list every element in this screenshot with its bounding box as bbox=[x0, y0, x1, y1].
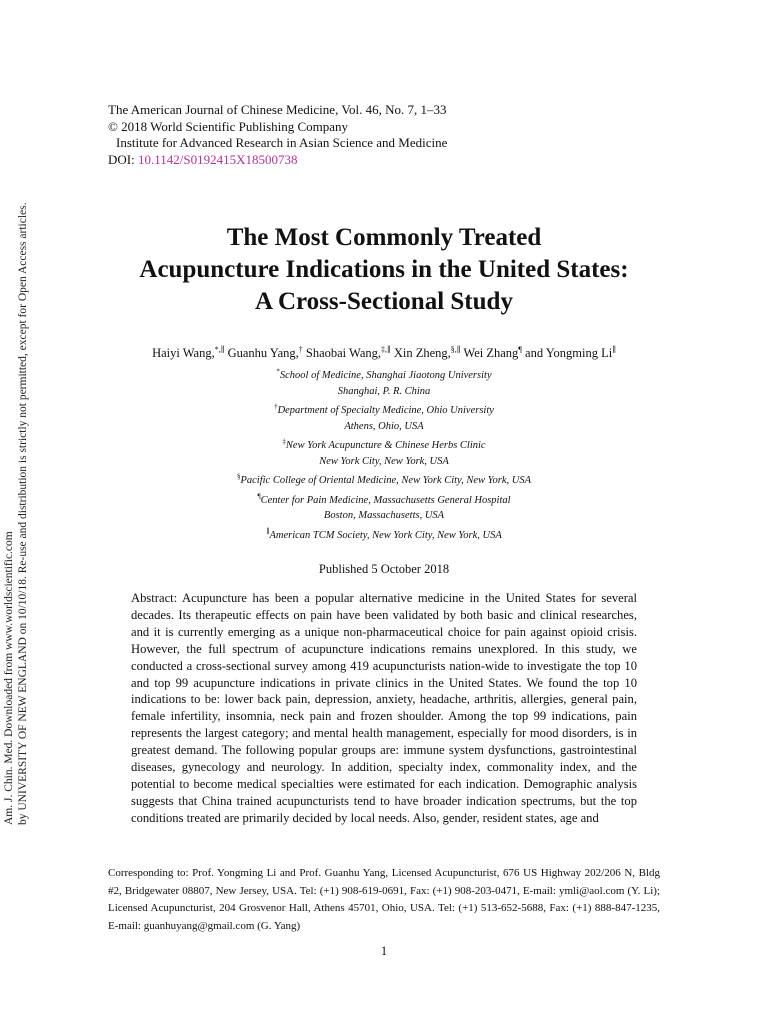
title-line-2: Acupuncture Indications in the United States: bbox=[139, 256, 629, 283]
affiliation: §Pacific College of Oriental Medicine, New York City, New York, USA bbox=[236, 472, 532, 486]
title-line-1: The Most Commonly Treated bbox=[226, 224, 542, 251]
affiliations bbox=[100, 368, 668, 547]
journal-copyright: © 2018 World Scientific Publishing Company bbox=[108, 118, 349, 134]
affiliation: ∥American TCM Society, New York City, New York, USA bbox=[266, 527, 502, 541]
doi-link[interactable]: 10.1142/S0192415X18500738 bbox=[137, 151, 298, 167]
paper-title bbox=[90, 222, 678, 318]
correspondence-note: Corresponding to: Prof. Yongming Li and Prof. Guanhu Yang, Licensed Acupuncturist, 676 US Highway 202/206 N, Bldg #2, Bridgewater 08807, New Jersey, USA. Tel: (+1) 908-619-0691, Fax: (+1) 908-203-0471, E-mail: ymli@aol.com (Y. Li); Licensed Acupuncturist, 204 Grosvenor Hall, Athens 45701, Ohio, USA. Tel: (+1) 513-652-5688, Fax: (+1) 888-847-1235, E-mail: guanhuyang@gmail.com (G. Yang) bbox=[108, 867, 660, 932]
affiliation: ¶Center for Pain Medicine, Massachusetts General Hospital Boston, Massachusetts, USA bbox=[257, 492, 511, 521]
author: Guanhu Yang,† bbox=[227, 344, 303, 360]
doi-label: DOI: bbox=[108, 151, 135, 167]
journal-header bbox=[108, 102, 447, 168]
affiliation: ‡New York Acupuncture & Chinese Herbs Clinic New York City, New York, USA bbox=[282, 437, 486, 467]
author: Shaobai Wang,‡,∥ bbox=[305, 344, 391, 360]
abstract: Abstract: Acupuncture has been a popular alternative medicine in the United States for several decades. Its therapeutic effects on pain have been validated by both basic and clinical researches, and it is currently emerging as a unique non-pharmaceutical choice for pain against opioid crisis. However, the full spectrum of acupuncture indications remains unexplored. In this study, we conducted a cross-sectional survey among 419 acupuncturists nation-wide to investigate the top 10 and top 99 acupuncture indications in private clinics in the United States. We found the top 10 indications to be: lower back pain, depression, anxiety, headache, arthritis, allergies, general pain, female infertility, insomnia, neck pain and frozen shoulder. Among the top 99 indications, pain represents the largest category; and mental health management, especially for mood disorders, is in greatest demand. The following popular groups are: immune system dysfunctions, gastrointestinal diseases, gynecology and neurology. In addition, specialty index, commonality index, and the potential to become medical specialties were estimated for each indication. Demographic analysis suggests that China trained acupuncturists tend to have broader indication spectrums, but the top conditions treated are primarily decided by local needs. Also, gender, resident states, age and bbox=[131, 591, 637, 825]
download-watermark-text bbox=[2, 202, 30, 825]
author: Wei Zhang¶ bbox=[463, 344, 522, 360]
author: Haiyi Wang,*,∥ bbox=[152, 344, 225, 360]
journal-citation: The American Journal of Chinese Medicine, Vol. 46, No. 7, 1–33 bbox=[108, 102, 447, 117]
watermark-line-2: by UNIVERSITY OF NEW ENGLAND on 10/10/18. Re-use and distribution is strictly not permitted, except for Open Access articles. bbox=[17, 202, 29, 825]
affiliation: *School of Medicine, Shanghai Jiaotong University Shanghai, P. R. China bbox=[276, 367, 492, 397]
affiliation: †Department of Specialty Medicine, Ohio University Athens, Ohio, USA bbox=[274, 402, 494, 432]
published-date: Published 5 October 2018 bbox=[318, 562, 450, 576]
journal-doi bbox=[108, 152, 447, 169]
author-list bbox=[100, 345, 668, 361]
title-line-3: A Cross-Sectional Study bbox=[255, 288, 513, 315]
page-number: 1 bbox=[380, 944, 388, 958]
watermark-line-1: Am. J. Chin. Med. Downloaded from www.worldscientific.com bbox=[3, 531, 15, 825]
author: Xin Zheng,§,∥ bbox=[393, 344, 461, 360]
journal-institute: Institute for Advanced Research in Asian Science and Medicine bbox=[116, 135, 448, 150]
author: and Yongming Li∥ bbox=[525, 344, 616, 360]
download-watermark bbox=[0, 0, 60, 1024]
